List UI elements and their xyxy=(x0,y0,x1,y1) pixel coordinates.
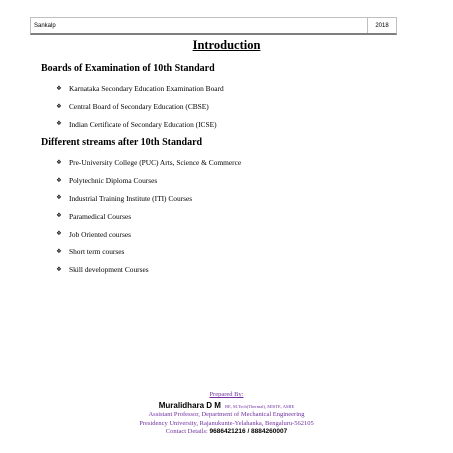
list-item xyxy=(54,116,224,134)
diamond-bullet-icon: ❖ xyxy=(56,195,62,202)
diamond-bullet-icon: ❖ xyxy=(56,266,62,273)
list-item xyxy=(54,243,241,261)
list-item-text: Skill development Courses xyxy=(69,265,149,275)
list-item xyxy=(54,172,241,190)
list-item xyxy=(54,261,241,279)
author-university: Presidency University, Rajanukunte-Yelahanka, Bengaluru-562105 xyxy=(139,419,314,427)
list-item xyxy=(54,154,241,172)
list-item-text: Indian Certificate of Secondary Education (ICSE) xyxy=(69,119,217,129)
contact-numbers: 9686421216 / 8884260007 xyxy=(209,428,288,435)
list-item-text: Pre-University College (PUC) Arts, Science & Commerce xyxy=(69,158,242,168)
list-item xyxy=(54,207,241,225)
contact-label: Contact Details: xyxy=(165,428,208,435)
list-item-text: Short term courses xyxy=(69,247,125,257)
page-header xyxy=(30,17,397,35)
author-qualifications: BE, M.Tech(Thermal), MISTE, AMIE xyxy=(224,403,295,409)
author-role: Assistant Professor, Department of Mechanical Engineering xyxy=(148,411,305,418)
diamond-bullet-icon: ❖ xyxy=(56,231,62,238)
list-item xyxy=(54,190,241,208)
list-item-text: Central Board of Secondary Education (CBSE) xyxy=(69,102,209,112)
list-item-text: Job Oriented courses xyxy=(69,229,131,239)
list-item xyxy=(54,98,224,116)
diamond-bullet-icon: ❖ xyxy=(56,159,62,166)
list-item-text: Industrial Training Institute (ITI) Courses xyxy=(69,193,193,203)
streams-list xyxy=(54,154,241,279)
header-year: 2018 xyxy=(367,18,396,33)
author-name: Muralidhara D M xyxy=(158,400,221,410)
list-item-text: Paramedical Courses xyxy=(69,211,132,221)
list-item-text: Polytechnic Diploma Courses xyxy=(69,176,158,186)
diamond-bullet-icon: ❖ xyxy=(56,248,62,255)
section-heading-boards: Boards of Examination of 10th Standard xyxy=(41,63,215,74)
diamond-bullet-icon: ❖ xyxy=(56,103,62,110)
diamond-bullet-icon: ❖ xyxy=(56,177,62,184)
diamond-bullet-icon: ❖ xyxy=(56,121,62,128)
diamond-bullet-icon: ❖ xyxy=(56,85,62,92)
diamond-bullet-icon: ❖ xyxy=(56,213,62,220)
section-heading-streams: Different streams after 10th Standard xyxy=(41,137,203,148)
list-item-text: Karnataka Secondary Education Examination Board xyxy=(69,84,224,94)
prepared-by-label: Prepared By: xyxy=(209,391,244,398)
list-item xyxy=(54,225,241,243)
author-footer xyxy=(0,391,453,437)
page-title: Introduction xyxy=(192,38,261,52)
header-left-text: Sankalp xyxy=(34,22,56,29)
list-item xyxy=(54,80,224,98)
boards-list xyxy=(54,80,224,133)
